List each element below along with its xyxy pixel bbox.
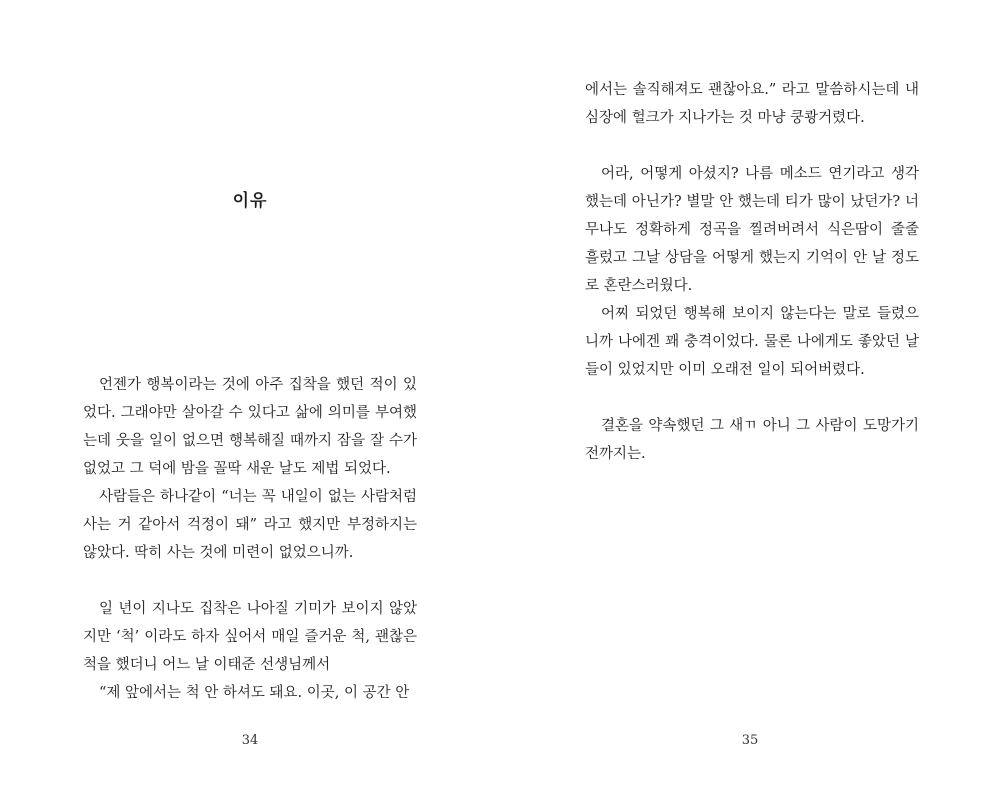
left-page-body (83, 371, 417, 707)
page-number-right: 35 (741, 733, 759, 748)
paragraph: 에서는 솔직해져도 괜찮아요.” 라고 말씀하시는데 내 심장에 헐크가 지나가는 것 마냥 쿵쾅거렸다. (585, 82, 919, 126)
right-page-body (585, 76, 919, 468)
paragraph-gap (83, 567, 417, 595)
paragraph: “제 앞에서는 척 안 하셔도 돼요. 이곳, 이 공간 안 (99, 685, 410, 701)
chapter-title: 이유 (232, 191, 268, 211)
paragraph-gap (585, 384, 919, 412)
paragraph: 사람들은 하나같이 “너는 꼭 내일이 없는 사람처럼 사는 거 같아서 걱정이 돼” 라고 했지만 부정하지는 않았다. 딱히 사는 것에 미련이 없었으니까. (83, 489, 417, 561)
paragraph: 언젠가 행복이라는 것에 아주 집착을 했던 적이 있었다. 그래야만 살아갈 수 있다고 삶에 의미를 부여했는데 웃을 일이 없으면 행복해질 때까지 잠을 잘 수가 없었고 그 덕에 밤을 꼴딱 새운 날도 제법 되었다. (83, 377, 417, 477)
paragraph: 결혼을 약속했던 그 새ㄲ 아니 그 사람이 도망가기 전까지는. (585, 418, 919, 462)
page-number-left: 34 (241, 733, 259, 748)
paragraph-gap (585, 132, 919, 160)
paragraph: 어찌 되었던 행복해 보이지 않는다는 말로 들렸으니까 나에겐 꽤 충격이었다. 물론 나에게도 좋았던 날들이 있었지만 이미 오래전 일이 되어버렸다. (585, 306, 919, 378)
paragraph: 일 년이 지나도 집착은 나아질 기미가 보이지 않았지만 ‘척’ 이라도 하자 싶어서 매일 즐거운 척, 괜찮은 척을 했더니 어느 날 이태준 선생님께서 (83, 601, 417, 673)
paragraph: 어라, 어떻게 아셨지? 나름 메소드 연기라고 생각했는데 아닌가? 별말 안 했는데 티가 많이 났던가? 너무나도 정확하게 정곡을 찔려버려서 식은땀이 줄줄 흘렀고 그날 상담을 어떻게 했는지 기억이 안 날 정도로 혼란스러웠다. (585, 166, 919, 294)
